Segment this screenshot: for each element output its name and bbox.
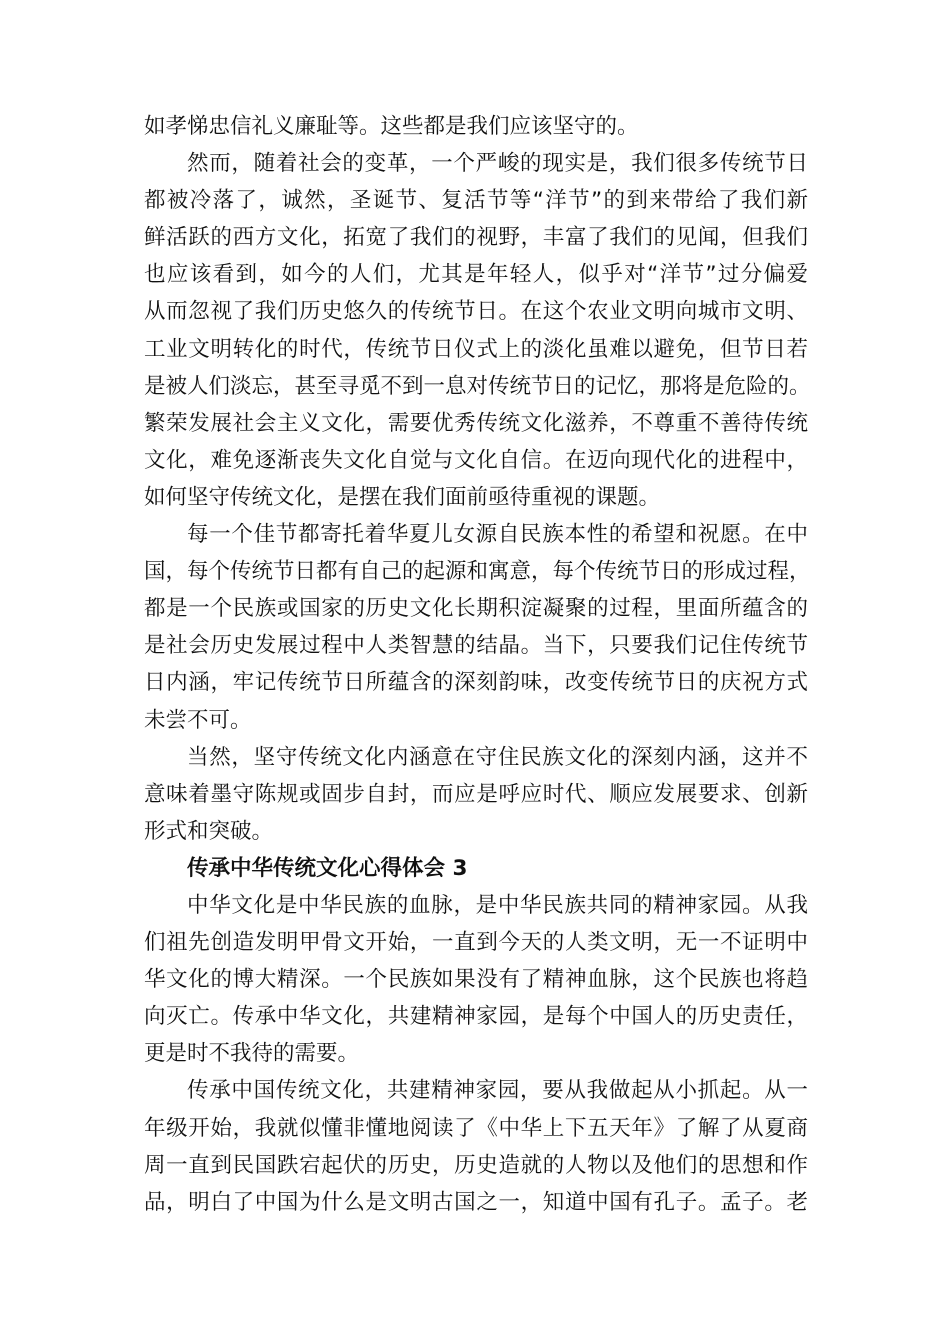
paragraph-line: 周一直到民国跌宕起伏的历史，历史造就的人物以及他们的思想和作 (144, 1152, 808, 1178)
paragraph-line: 更是时不我待的需要。 (144, 1041, 360, 1067)
paragraph-line: 如孝悌忠信礼义廉耻等。这些都是我们应该坚守的。 (144, 114, 639, 139)
paragraph-line: 意味着墨守陈规或固步自封，而应是呼应时代、顺应发展要求、创新 (144, 781, 808, 807)
paragraph-line: 鲜活跃的西方文化，拓宽了我们的视野，丰富了我们的见闻，但我们 (144, 225, 808, 251)
paragraph-line: 文化，难免逐渐丧失文化自觉与文化自信。在迈向现代化的进程中， (144, 447, 808, 473)
paragraph-line: 传承中国传统文化，共建精神家园，要从我做起从小抓起。从一 (187, 1078, 808, 1104)
section-heading: 传承中华传统文化心得体会 3 (187, 855, 468, 881)
paragraph-line: 当然，坚守传统文化内涵意在守住民族文化的深刻内涵，这并不 (187, 744, 808, 770)
paragraph-line: 国，每个传统节日都有自己的起源和寓意，每个传统节日的形成过程， (144, 559, 811, 585)
paragraph-line: 都是一个民族或国家的历史文化长期积淀凝聚的过程，里面所蕴含的 (144, 596, 808, 622)
paragraph-line: 华文化的博大精深。一个民族如果没有了精神血脉，这个民族也将趋 (144, 967, 808, 993)
paragraph-line: 是被人们淡忘，甚至寻觅不到一息对传统节日的记忆，那将是危险的。 (144, 373, 811, 399)
paragraph-line: 从而忽视了我们历史悠久的传统节日。在这个农业文明向城市文明、 (144, 299, 808, 325)
paragraph-line: 也应该看到，如今的人们，尤其是年轻人，似乎对“洋节”过分偏爱 (144, 262, 808, 288)
paragraph-line: 繁荣发展社会主义文化，需要优秀传统文化滋养，不尊重不善待传统 (144, 410, 808, 436)
paragraph-line: 如何坚守传统文化，是摆在我们面前亟待重视的课题。 (144, 484, 661, 510)
paragraph-line: 都被冷落了，诚然，圣诞节、复活节等“洋节”的到来带给了我们新 (144, 188, 808, 214)
paragraph-line: 然而，随着社会的变革，一个严峻的现实是，我们很多传统节日 (187, 151, 808, 177)
paragraph-line: 们祖先创造发明甲骨文开始，一直到今天的人类文明，无一不证明中 (144, 930, 808, 956)
paragraph-line: 形式和突破。 (144, 818, 274, 844)
paragraph-line: 日内涵，牢记传统节日所蕴含的深刻韵味，改变传统节日的庆祝方式 (144, 670, 808, 696)
paragraph-line: 是社会历史发展过程中人类智慧的结晶。当下，只要我们记住传统节 (144, 633, 808, 659)
paragraph-line: 未尝不可。 (144, 707, 252, 733)
paragraph-line: 品，明白了中国为什么是文明古国之一，知道中国有孔子。孟子。老 (144, 1189, 808, 1215)
paragraph-line: 年级开始，我就似懂非懂地阅读了《中华上下五天年》了解了从夏商 (144, 1115, 808, 1141)
paragraph-line: 工业文明转化的时代，传统节日仪式上的淡化虽难以避免，但节日若 (144, 336, 808, 362)
document-page (144, 108, 811, 1221)
paragraph-line: 中华文化是中华民族的血脉，是中华民族共同的精神家园。从我 (187, 892, 808, 918)
paragraph-line: 向灭亡。传承中华文化，共建精神家园，是每个中国人的历史责任， (144, 1004, 808, 1030)
paragraph-line: 每一个佳节都寄托着华夏儿女源自民族本性的希望和祝愿。在中 (187, 522, 808, 548)
